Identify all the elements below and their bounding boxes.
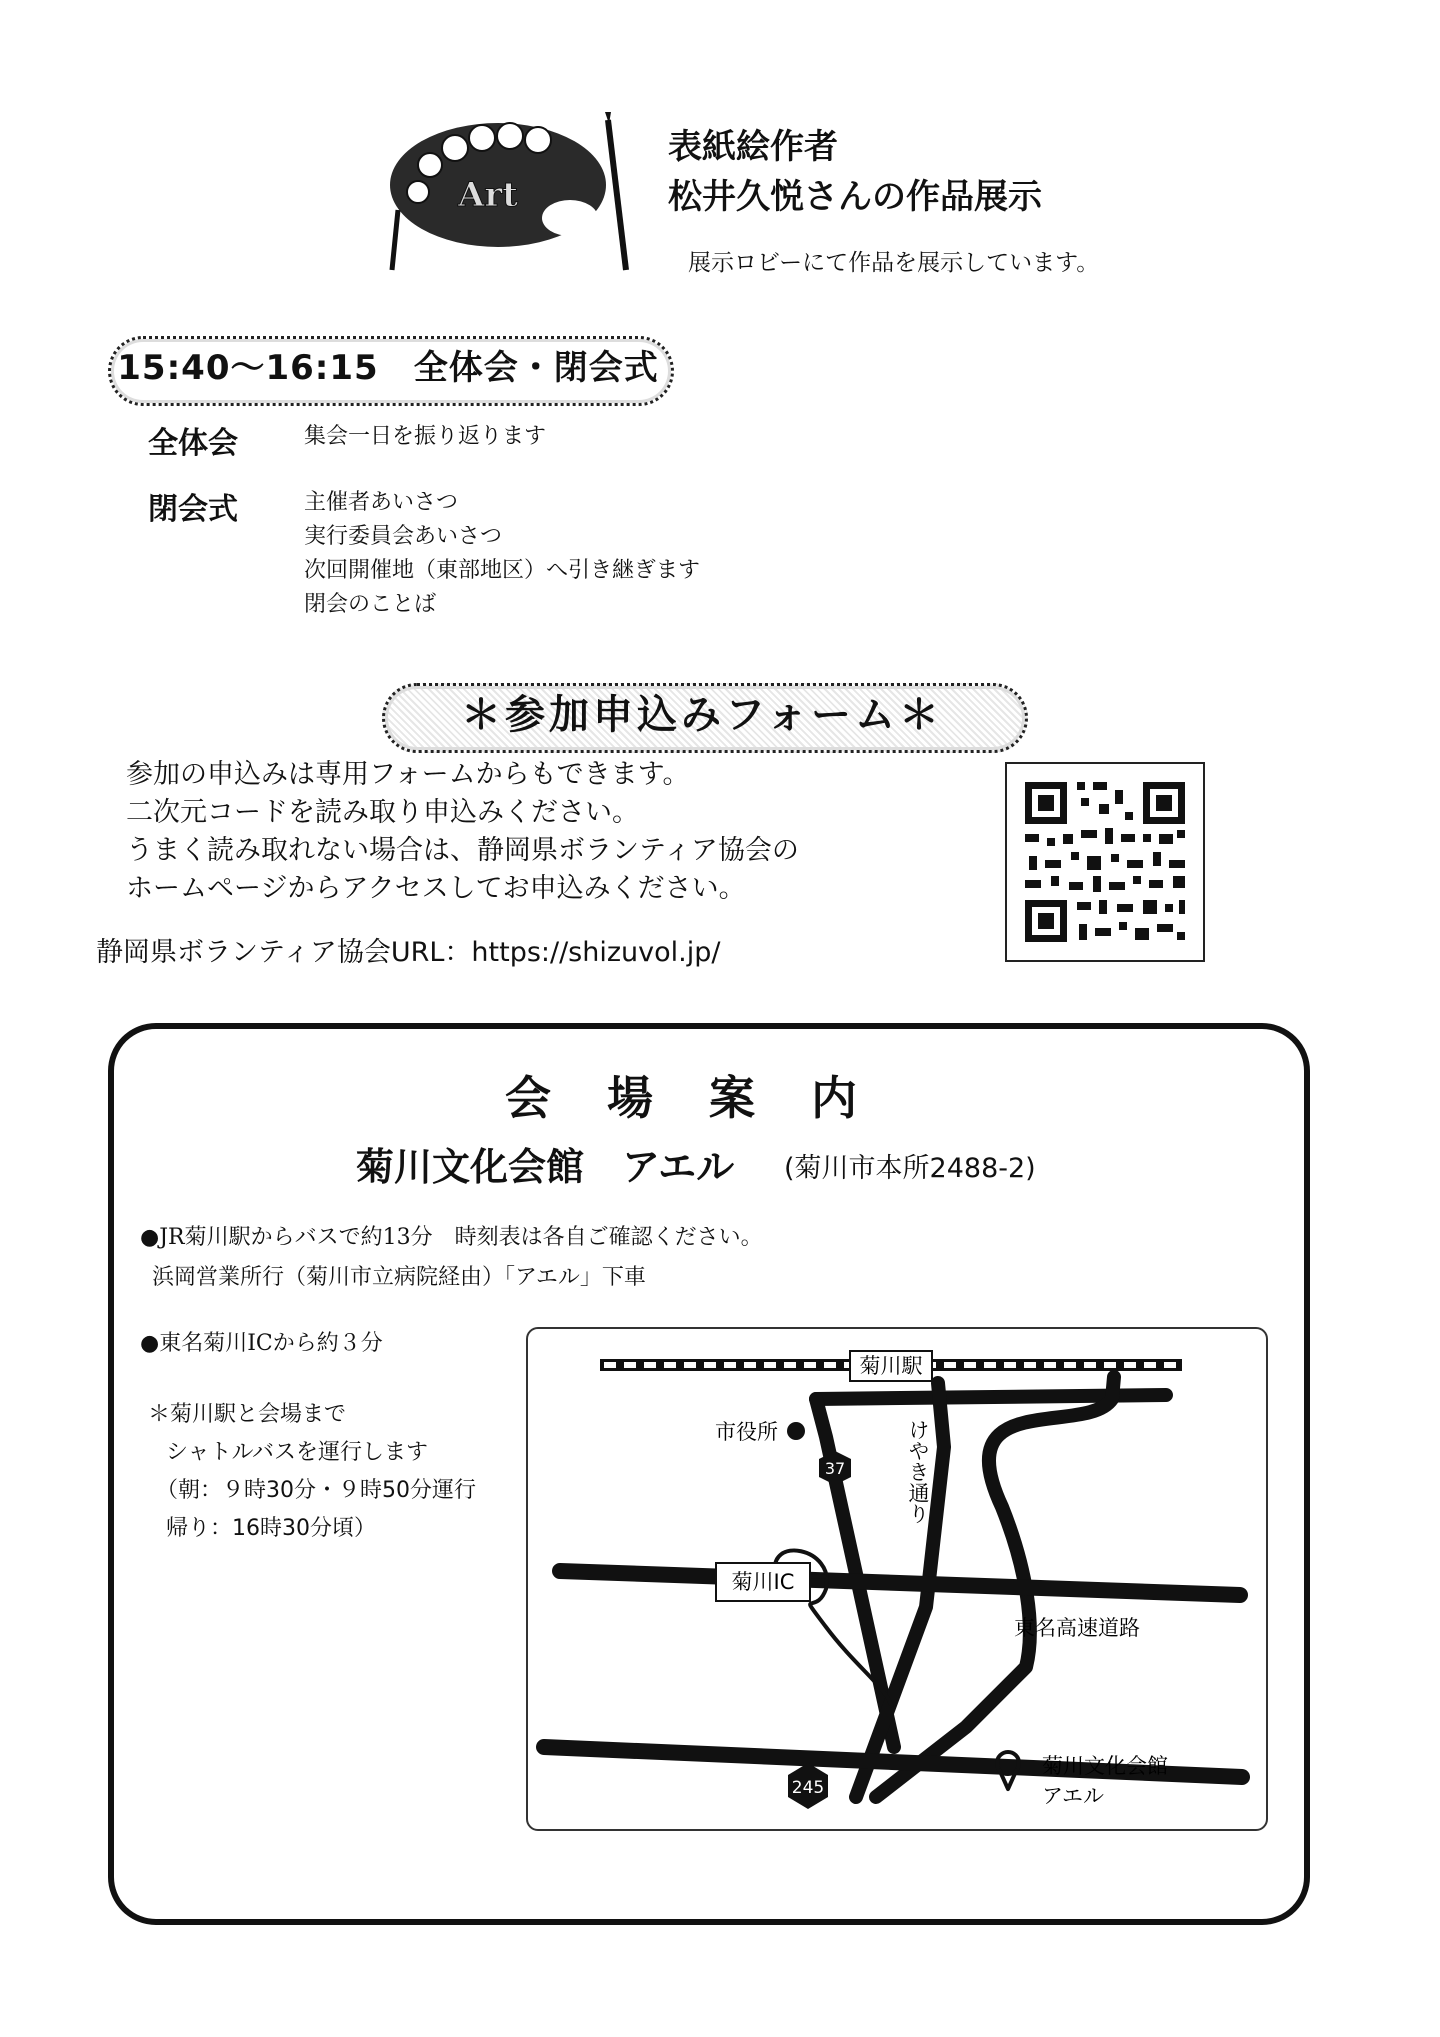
keyaki-street-label: けやき通り	[906, 1419, 930, 1524]
closing-item: 主催者あいさつ	[304, 490, 459, 515]
general-meeting-text: 集会一日を振り返ります	[304, 424, 547, 449]
art-title-line1: 表紙絵作者	[668, 127, 838, 167]
venue-name: 菊川文化会館 アエル	[356, 1145, 735, 1189]
closing-ceremony-items	[304, 486, 700, 622]
closing-item: 次回開催地（東部地区）へ引き継ぎます	[304, 558, 701, 583]
qr-code-frame[interactable]	[1005, 762, 1205, 962]
venue-map-label-2: アエル	[1042, 1784, 1104, 1808]
qr-code-icon[interactable]	[1007, 764, 1203, 960]
art-palette-logo	[380, 110, 640, 280]
city-hall-icon	[787, 1422, 805, 1440]
general-meeting-label: 全体会	[148, 426, 238, 461]
form-line: 二次元コードを読み取り申込みください。	[126, 797, 639, 828]
form-heading: ＊参加申込みフォーム＊	[461, 692, 943, 738]
access-by-train	[140, 1218, 763, 1298]
shuttle-line: ＊菊川駅と会場まで	[148, 1402, 347, 1427]
access-map	[526, 1327, 1264, 1827]
shuttle-line: 帰り：16時30分頃）	[166, 1516, 376, 1541]
venue-address: (菊川市本所2488-2)	[784, 1153, 1036, 1184]
svg-text:245: 245	[791, 1778, 825, 1798]
closing-ceremony-label: 閉会式	[148, 492, 238, 527]
expressway-label: 東名高速道路	[1014, 1616, 1140, 1640]
form-line: 参加の申込みは専用フォームからもできます。	[126, 759, 690, 790]
train-line: 浜岡営業所行（菊川市立病院経由）「アエル」下車	[152, 1265, 646, 1290]
form-line: ホームページからアクセスしてお申込みください。	[126, 873, 746, 904]
closing-item: 実行委員会あいさつ	[304, 524, 503, 549]
station-label: 菊川駅	[859, 1354, 923, 1378]
venue-map-label-1: 菊川文化会館	[1042, 1754, 1168, 1778]
shuttle-line: シャトルバスを運行します	[166, 1440, 429, 1465]
shuttle-bus-info	[148, 1396, 476, 1548]
closing-heading: 15:40～16:15 全体会・閉会式	[117, 348, 659, 388]
svg-text:37: 37	[824, 1459, 846, 1478]
volunteer-association-url[interactable]: 静岡県ボランティア協会URL：https://shizuvol.jp/	[96, 937, 721, 968]
form-line: うまく読み取れない場合は、静岡県ボランティア協会の	[126, 835, 799, 866]
art-exhibit-title	[668, 122, 1042, 222]
art-exhibit-subtitle: 展示ロビーにて作品を展示しています。	[688, 250, 1100, 276]
train-line: ●JR菊川駅からバスで約13分 時刻表は各自ご確認ください。	[140, 1225, 763, 1250]
closing-item: 閉会のことば	[304, 592, 437, 617]
art-title-line2: 松井久悦さんの作品展示	[668, 177, 1042, 217]
form-instructions	[126, 756, 799, 908]
roads	[544, 1377, 1242, 1797]
venue-title: 会場案内	[505, 1071, 913, 1125]
access-by-car: ●東名菊川ICから約３分	[140, 1331, 383, 1356]
city-hall-label: 市役所	[715, 1420, 778, 1444]
shuttle-line: （朝：９時30分・９時50分運行	[156, 1478, 476, 1503]
svg-text:Art: Art	[458, 175, 518, 215]
tomei-expressway	[560, 1571, 1240, 1595]
ic-label: 菊川IC	[731, 1570, 795, 1594]
